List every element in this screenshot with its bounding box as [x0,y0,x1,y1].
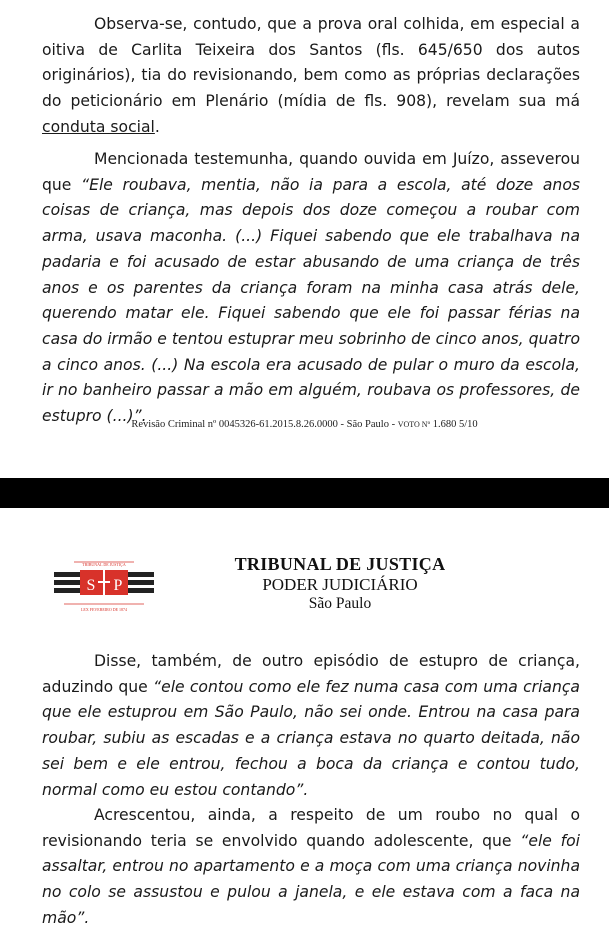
seal-top-text: TRIBUNAL DE JUSTIÇA [82,562,126,567]
paragraph-other-episode [42,649,580,803]
paragraph-testimony [42,147,580,430]
document-page-2 [0,508,609,927]
paragraph-intro: Disse, também, de outro episódio de estupro de criança, aduzindo que [42,652,580,696]
court-city: São Paulo [308,595,372,612]
page-separator [0,478,609,508]
episode-quote: “ele contou como ele fez numa casa com uma criança que ele estuprou em São Paulo, não sei onde. Entrou na casa para roubar, subiu as escadas e a criança estava no quarto deitada, não sei bem e ele entrou, fechou a boca da criança e contou tudo, normal como eu estou contando”. [42,677,580,799]
footer-case: Revisão Criminal nº 0045326-61.2015.8.26.0000 - São Paulo - [131,419,396,430]
paragraph-text: Observa-se, contudo, que a prova oral colhida, em especial a oitiva de Carlita Teixeira dos Santos (fls. 645/650 dos autos originários), tia do revisionando, bem como as próprias declarações do peticionário em Plenário (mídia de fls. 908), revelam sua má [42,15,580,111]
paragraph-intro: Acrescentou, ainda, a respeito de um roubo no qual o revisionando teria se envolvido quando adolescente, que [42,806,580,850]
seal-letter-p: P [113,577,123,594]
paragraph-intro: Mencionada testemunha, quando ouvida em Juízo, asseverou que [42,150,580,194]
paragraph-conduta-social [42,12,580,141]
footer-voto-number: 1.680 [432,419,457,430]
testimony-quote: “Ele roubava, mentia, não ia para a escola, até doze anos coisas de criança, mas depois dos doze começou a roubar com arma, usava maconha. (...) Fiquei sabendo que ele trabalhava na padaria e foi acusado de estar abusando de uma criança de três anos e os parentes da criança foram na minha casa atrás dele, querendo matar ele. Fiquei sabendo que ele foi passar férias na casa do irmão e tentou estuprar meu sobrinho de cinco anos, quatro a cinco anos. (...) Na escola era acusado de pular o muro da escola, ir no banheiro passar a mão em alguém, roubava os professores, de estupro (...)”. [42,175,580,426]
court-name: TRIBUNAL DE JUSTIÇA [234,554,446,574]
seal-letter-s: S [86,577,96,594]
page-footer [0,419,609,430]
court-branch: PODER JUDICIÁRIO [262,575,418,594]
footer-page-number: 5/10 [458,419,478,430]
paragraph-robbery [42,803,580,932]
robbery-quote: “ele foi assaltar, entrou no apartamento e a moça com uma criança novinha no colo se assustou e pulou a janela, e ele estava com a faca na mão”. [42,831,580,927]
footer-voto-label: VOTO Nº [397,420,431,429]
tjsp-seal-icon [52,560,156,612]
paragraph-end: . [154,117,160,136]
seal-bottom-text: LEX FEVEREIRO DE 1874 [80,607,128,612]
underlined-term: conduta social [42,117,155,136]
